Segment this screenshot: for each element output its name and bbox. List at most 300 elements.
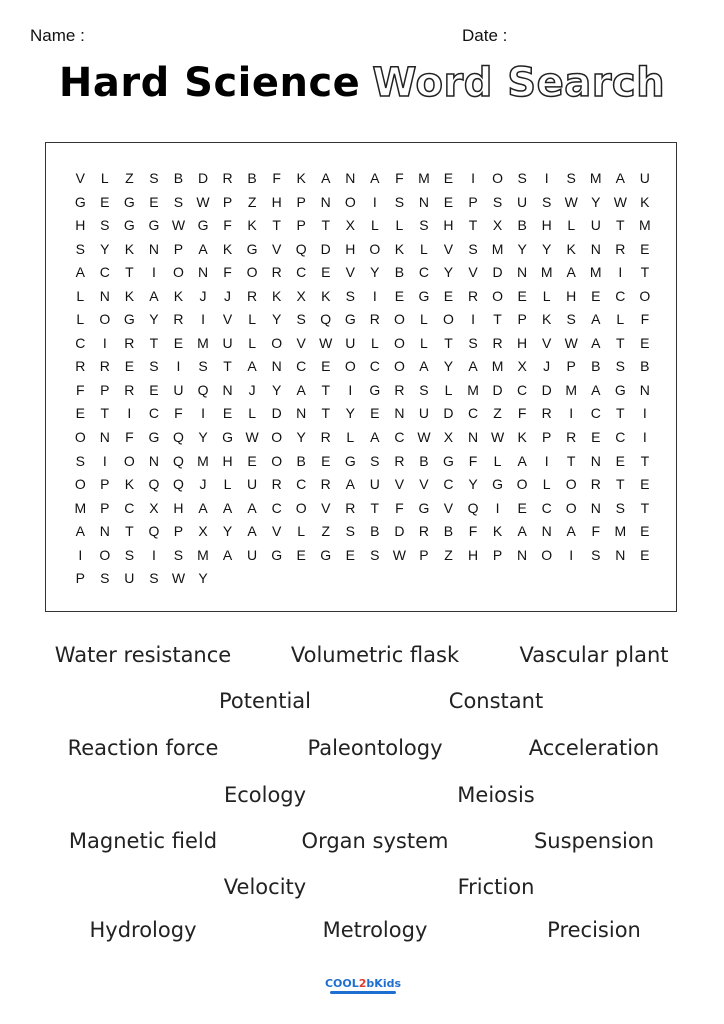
grid-letter: A <box>75 523 85 540</box>
grid-letter: T <box>125 264 134 281</box>
grid-letter: V <box>394 476 405 493</box>
word-list-item: Potential <box>219 689 311 713</box>
word-search-grid-frame <box>45 142 677 612</box>
grid-letter: T <box>321 217 331 234</box>
grid-letter: P <box>492 546 503 563</box>
grid-letter: O <box>295 499 307 516</box>
grid-letter: L <box>420 334 428 351</box>
grid-letter: N <box>418 193 429 210</box>
grid-letter: Z <box>493 405 502 422</box>
grid-letter: J <box>248 381 256 398</box>
grid-letter: Y <box>100 240 110 257</box>
grid-letter: I <box>569 546 574 563</box>
grid-letter: E <box>443 170 454 186</box>
grid-letter: I <box>471 311 475 328</box>
grid-letter: O <box>492 287 504 304</box>
grid-letter: R <box>394 381 405 398</box>
grid-letter: A <box>517 452 527 469</box>
grid-letter: E <box>640 240 650 257</box>
grid-letter: D <box>394 523 405 540</box>
grid-letter: W <box>245 429 259 446</box>
grid-letter: O <box>393 358 405 375</box>
grid-letter: C <box>541 499 552 516</box>
grid-letter: E <box>173 334 184 351</box>
grid-letter: Q <box>148 476 160 493</box>
grid-letter: E <box>443 287 454 304</box>
grid-letter: E <box>615 452 625 469</box>
grid-letter: M <box>197 452 209 469</box>
grid-letter: O <box>173 264 184 281</box>
grid-letter: N <box>615 546 626 563</box>
grid-letter: A <box>370 170 380 186</box>
grid-letter: I <box>569 405 574 422</box>
word-list-item: Organ system <box>301 829 449 853</box>
word-list-item: Paleontology <box>307 736 443 760</box>
grid-letter: N <box>517 546 528 563</box>
grid-letter: S <box>345 523 355 540</box>
grid-letter: O <box>99 311 111 328</box>
grid-letter: S <box>100 217 110 234</box>
grid-letter: N <box>99 287 110 304</box>
grid-letter: G <box>443 452 454 469</box>
grid-letter: B <box>296 452 306 469</box>
grid-letter: W <box>490 429 505 446</box>
grid-letter: W <box>196 193 210 210</box>
logo-underline <box>330 991 396 994</box>
grid-letter: L <box>567 217 576 234</box>
grid-letter: K <box>517 429 527 446</box>
grid-letter: M <box>589 170 602 186</box>
grid-letter: V <box>321 499 331 516</box>
grid-letter: K <box>541 311 552 328</box>
grid-letter: R <box>369 311 380 328</box>
grid-letter: I <box>102 334 107 351</box>
grid-letter: I <box>102 452 107 469</box>
grid-letter: S <box>615 499 625 516</box>
grid-letter: R <box>75 358 86 375</box>
grid-letter: Y <box>222 523 233 540</box>
grid-letter: J <box>543 358 551 375</box>
grid-letter: E <box>124 358 135 375</box>
grid-letter: L <box>297 523 306 540</box>
grid-letter: H <box>345 240 356 257</box>
grid-letter: G <box>74 193 86 210</box>
grid-letter: L <box>444 381 453 398</box>
grid-letter: C <box>418 264 429 281</box>
grid-letter: N <box>271 358 282 375</box>
grid-letter: S <box>419 217 429 234</box>
grid-letter: V <box>468 264 478 281</box>
grid-letter: G <box>418 287 430 304</box>
grid-letter: W <box>171 217 186 234</box>
grid-letter: Z <box>247 193 257 210</box>
grid-letter: F <box>272 170 281 186</box>
grid-letter: S <box>615 358 625 375</box>
grid-letter: E <box>591 287 601 304</box>
grid-letter: V <box>271 523 282 540</box>
grid-letter: M <box>467 381 479 398</box>
word-list-item: Volumetric flask <box>290 643 460 667</box>
grid-letter: B <box>517 217 527 234</box>
grid-letter: Y <box>345 405 355 422</box>
grid-letter: N <box>541 523 552 540</box>
grid-letter: W <box>564 334 578 351</box>
grid-letter: O <box>271 452 283 469</box>
grid-letter: V <box>443 499 454 516</box>
grid-letter: T <box>321 381 331 398</box>
grid-letter: B <box>591 358 601 375</box>
grid-letter: V <box>222 311 233 328</box>
grid-letter: L <box>616 311 625 328</box>
word-list-item: Acceleration <box>528 736 660 760</box>
grid-letter: Y <box>443 264 454 281</box>
grid-letter: P <box>419 546 429 563</box>
grid-letter: T <box>370 499 380 516</box>
grid-letter: I <box>348 381 353 398</box>
grid-letter: I <box>642 405 647 422</box>
grid-letter: I <box>618 264 623 281</box>
grid-letter: T <box>493 311 502 328</box>
grid-letter: G <box>320 546 332 563</box>
grid-letter: U <box>247 476 258 493</box>
grid-letter: F <box>223 217 232 234</box>
grid-letter: X <box>296 287 306 304</box>
grid-letter: E <box>591 429 601 446</box>
grid-letter: W <box>417 429 431 446</box>
grid-letter: Q <box>173 429 184 446</box>
grid-letter: K <box>222 240 233 257</box>
grid-letter: E <box>149 193 159 210</box>
grid-letter: S <box>370 546 380 563</box>
grid-letter: U <box>247 546 258 563</box>
grid-letter: L <box>542 287 551 304</box>
grid-letter: N <box>148 452 159 469</box>
grid-letter: E <box>517 287 527 304</box>
grid-letter: M <box>197 546 209 563</box>
grid-letter: P <box>517 311 527 328</box>
grid-letter: G <box>123 193 135 210</box>
grid-letter: R <box>541 405 552 422</box>
word-list-item: Suspension <box>533 829 655 853</box>
grid-letter: R <box>271 264 282 281</box>
grid-letter: O <box>565 476 577 493</box>
word-list-item: Vascular plant <box>519 643 669 667</box>
grid-letter: P <box>173 240 184 257</box>
grid-letter: A <box>591 311 601 328</box>
grid-letter: M <box>639 217 651 234</box>
grid-letter: E <box>640 334 650 351</box>
grid-letter: E <box>370 405 380 422</box>
grid-letter: H <box>566 287 577 304</box>
grid-letter: O <box>516 476 528 493</box>
grid-letter: T <box>444 334 453 351</box>
grid-letter: E <box>222 405 233 422</box>
grid-letter: K <box>394 240 405 257</box>
grid-letter: V <box>419 476 429 493</box>
grid-letter: S <box>173 546 184 563</box>
grid-letter: I <box>372 193 377 210</box>
grid-letter: F <box>395 499 404 516</box>
word-list-item: Friction <box>457 875 535 899</box>
grid-letter: A <box>321 170 331 186</box>
grid-letter: I <box>372 287 377 304</box>
grid-letter: U <box>345 334 356 351</box>
grid-letter: H <box>75 217 86 234</box>
grid-letter: F <box>468 523 478 540</box>
grid-letter: P <box>75 570 85 587</box>
grid-letter: O <box>246 264 258 281</box>
grid-letter: P <box>100 381 110 398</box>
grid-letter: A <box>247 499 257 516</box>
page-title <box>0 60 724 106</box>
grid-letter: I <box>201 311 205 328</box>
grid-letter: T <box>100 405 110 422</box>
grid-letter: T <box>468 217 478 234</box>
grid-letter: I <box>201 405 205 422</box>
grid-letter: A <box>198 499 208 516</box>
grid-letter: P <box>222 193 233 210</box>
grid-letter: A <box>75 264 85 281</box>
grid-letter: N <box>296 405 307 422</box>
grid-letter: S <box>517 170 527 186</box>
word-list-item: Precision <box>547 918 641 942</box>
grid-letter: Z <box>444 546 453 563</box>
grid-letter: Z <box>125 170 134 186</box>
grid-letter: O <box>74 476 86 493</box>
grid-letter: A <box>591 334 601 351</box>
grid-letter: E <box>149 381 159 398</box>
grid-letter: S <box>468 240 478 257</box>
grid-letter: R <box>124 381 135 398</box>
grid-letter: L <box>76 311 85 328</box>
grid-letter: X <box>198 523 208 540</box>
grid-letter: S <box>492 193 503 210</box>
grid-letter: E <box>100 193 110 210</box>
grid-letter: V <box>296 334 306 351</box>
grid-letter: F <box>591 523 601 540</box>
grid-letter: L <box>248 405 256 422</box>
grid-letter: P <box>173 523 184 540</box>
grid-letter: U <box>173 381 184 398</box>
grid-letter: H <box>517 334 528 351</box>
grid-letter: N <box>99 523 110 540</box>
word-list-item: Constant <box>448 689 544 713</box>
grid-letter: S <box>566 311 576 328</box>
grid-letter: T <box>640 264 650 281</box>
grid-letter: I <box>471 170 475 186</box>
grid-letter: D <box>492 264 503 281</box>
grid-letter: O <box>369 240 381 257</box>
grid-letter: X <box>492 217 503 234</box>
grid-letter: F <box>395 170 404 186</box>
grid-letter: O <box>123 452 135 469</box>
grid-letter: C <box>296 264 307 281</box>
grid-letter: L <box>248 334 256 351</box>
cool2bkids-logo: COOL2bKids <box>324 977 402 990</box>
grid-letter: L <box>420 240 428 257</box>
grid-letter: A <box>566 264 576 281</box>
grid-letter: V <box>75 170 85 186</box>
grid-letter: Y <box>198 570 208 587</box>
grid-letter: T <box>640 499 650 516</box>
grid-letter: O <box>541 546 553 563</box>
grid-letter: O <box>492 170 504 186</box>
grid-letter: A <box>222 546 233 563</box>
grid-letter: R <box>492 334 503 351</box>
grid-letter: M <box>74 499 87 516</box>
grid-letter: U <box>590 217 601 234</box>
grid-letter: Q <box>320 311 332 328</box>
grid-letter: Q <box>197 381 209 398</box>
title-outline-part: Word Search <box>372 60 666 106</box>
grid-letter: U <box>124 570 135 587</box>
grid-letter: O <box>393 311 405 328</box>
word-list-item: Magnetic field <box>68 829 218 853</box>
grid-letter: L <box>248 311 256 328</box>
grid-letter: S <box>394 193 405 210</box>
grid-letter: T <box>125 523 134 540</box>
grid-letter: M <box>589 264 602 281</box>
grid-letter: H <box>222 452 233 469</box>
grid-letter: S <box>468 334 478 351</box>
grid-letter: L <box>420 311 428 328</box>
grid-letter: K <box>492 523 503 540</box>
grid-letter: C <box>75 334 86 351</box>
grid-letter: W <box>564 193 578 210</box>
grid-letter: X <box>345 217 355 234</box>
grid-letter: Y <box>271 311 282 328</box>
grid-letter: X <box>517 358 527 375</box>
grid-letter: L <box>100 170 109 186</box>
grid-letter: K <box>247 217 257 234</box>
grid-letter: I <box>176 358 181 375</box>
grid-letter: I <box>127 405 132 422</box>
grid-letter: U <box>222 334 233 351</box>
grid-letter: T <box>640 452 650 469</box>
grid-letter: N <box>345 170 356 186</box>
word-list-item: Reaction force <box>67 736 219 760</box>
grid-letter: B <box>247 170 257 186</box>
grid-letter: M <box>197 334 209 351</box>
grid-letter: E <box>321 264 331 281</box>
grid-letter: A <box>222 499 233 516</box>
grid-letter: C <box>271 499 282 516</box>
grid-letter: C <box>394 429 405 446</box>
grid-letter: A <box>615 170 625 186</box>
grid-letter: G <box>222 429 233 446</box>
grid-letter: O <box>393 334 405 351</box>
grid-letter: C <box>443 476 454 493</box>
grid-letter: H <box>467 546 479 563</box>
grid-letter: P <box>541 429 552 446</box>
grid-letter: V <box>443 240 454 257</box>
grid-letter: O <box>344 358 356 375</box>
grid-letter: G <box>123 311 135 328</box>
word-list-item: Water resistance <box>54 643 232 667</box>
grid-letter: I <box>495 499 500 516</box>
grid-letter: Y <box>271 381 282 398</box>
grid-letter: F <box>174 405 183 422</box>
grid-letter: K <box>124 287 135 304</box>
grid-letter: B <box>640 358 650 375</box>
grid-letter: F <box>223 264 232 281</box>
grid-letter: A <box>149 287 159 304</box>
grid-letter: C <box>590 405 601 422</box>
grid-letter: T <box>223 358 232 375</box>
grid-letter: W <box>613 193 627 210</box>
grid-letter: S <box>75 240 85 257</box>
grid-letter: Y <box>541 240 552 257</box>
grid-letter: I <box>544 452 549 469</box>
grid-letter: E <box>75 405 85 422</box>
grid-letter: C <box>369 358 380 375</box>
grid-letter: R <box>320 429 331 446</box>
grid-letter: B <box>443 523 454 540</box>
grid-letter: B <box>370 523 380 540</box>
grid-letter: N <box>320 193 331 210</box>
grid-letter: A <box>370 429 380 446</box>
grid-letter: S <box>566 170 576 186</box>
grid-letter: I <box>544 170 549 186</box>
grid-letter: R <box>173 311 184 328</box>
grid-letter: N <box>99 429 110 446</box>
grid-letter: V <box>345 264 355 281</box>
grid-letter: S <box>100 570 110 587</box>
grid-letter: I <box>151 546 156 563</box>
grid-letter: G <box>148 429 160 446</box>
grid-letter: F <box>640 311 650 328</box>
grid-letter: E <box>640 476 650 493</box>
grid-letter: N <box>590 452 601 469</box>
grid-letter: K <box>321 287 331 304</box>
grid-letter: I <box>78 546 83 563</box>
grid-letter: G <box>418 499 430 516</box>
grid-letter: E <box>321 452 331 469</box>
grid-letter: C <box>148 405 159 422</box>
grid-letter: C <box>296 358 307 375</box>
grid-letter: R <box>320 476 331 493</box>
grid-letter: O <box>271 334 283 351</box>
grid-letter: N <box>222 381 233 398</box>
grid-letter: E <box>443 193 454 210</box>
grid-letter: H <box>541 217 552 234</box>
grid-letter: L <box>223 476 232 493</box>
grid-letter: B <box>419 452 429 469</box>
grid-letter: G <box>271 546 283 563</box>
grid-letter: C <box>615 287 626 304</box>
grid-letter: J <box>224 287 232 304</box>
grid-letter: N <box>394 405 405 422</box>
grid-letter: M <box>491 240 504 257</box>
grid-letter: K <box>296 170 306 186</box>
grid-letter: P <box>100 476 110 493</box>
grid-letter: S <box>345 287 355 304</box>
grid-letter: F <box>517 405 527 422</box>
date-field-label: Date : <box>462 26 508 45</box>
grid-letter: L <box>395 217 404 234</box>
grid-letter: V <box>271 240 282 257</box>
word-list-item: Meiosis <box>457 783 535 807</box>
grid-letter: K <box>124 240 135 257</box>
grid-letter: R <box>247 287 258 304</box>
grid-letter: W <box>171 570 186 587</box>
grid-letter: N <box>639 381 650 398</box>
grid-letter: B <box>173 170 184 186</box>
grid-letter: C <box>517 381 528 398</box>
grid-letter: G <box>246 240 258 257</box>
grid-letter: S <box>149 570 159 587</box>
grid-letter: N <box>517 264 528 281</box>
